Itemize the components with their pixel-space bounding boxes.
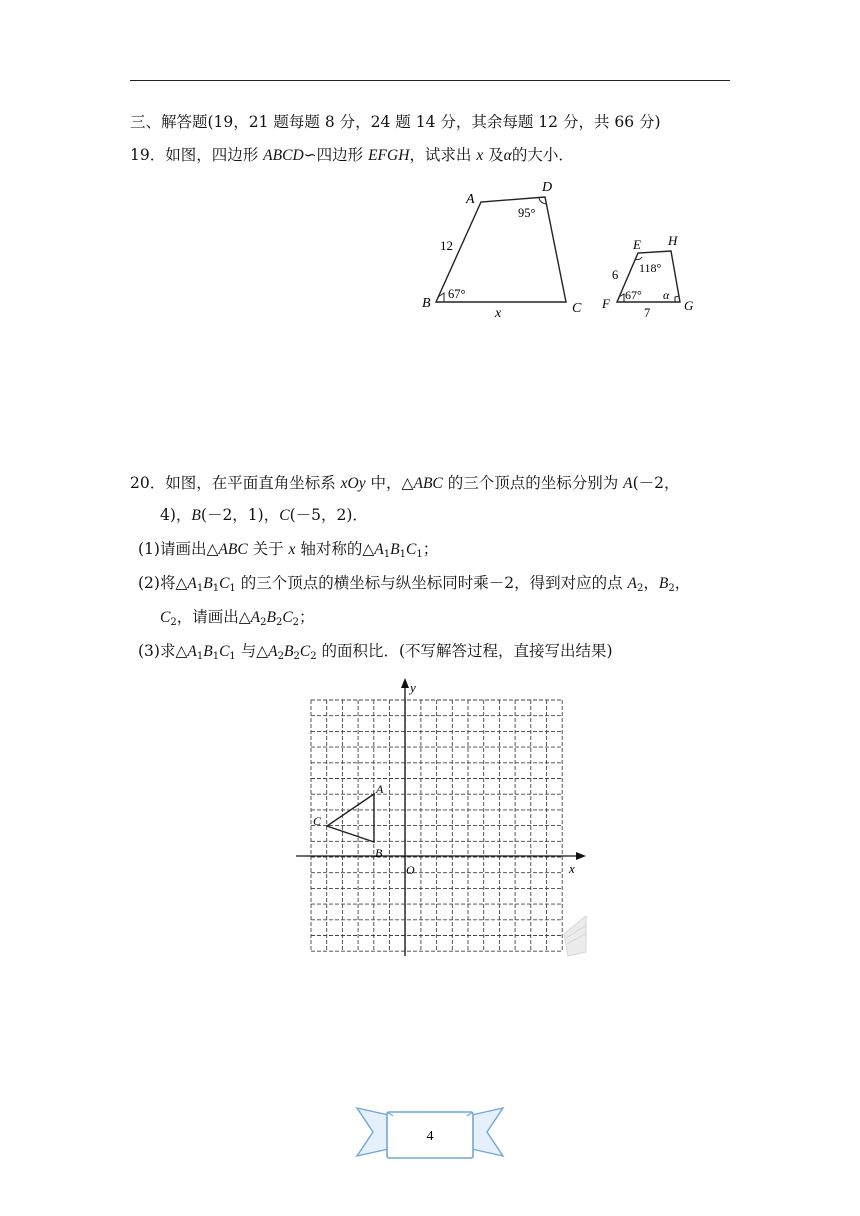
sub-1: 1	[212, 583, 220, 594]
x-axis-arrow	[576, 852, 586, 860]
q19-similar-symbol: ∽	[303, 146, 317, 164]
label-a: A	[466, 192, 475, 207]
sub-1: 1	[229, 583, 236, 594]
section-heading-text: 三、解答题(19，21 题每题 8 分，24 题 14 分，其余每题 12 分，共 66 分)	[130, 113, 661, 131]
q20-number: 20．	[130, 474, 166, 492]
letter-a: A	[627, 575, 637, 592]
q19-figure	[410, 175, 710, 320]
q20-triangle-abc: ABC	[218, 541, 248, 558]
q20-part-2	[138, 573, 690, 599]
q20-text: ；	[299, 608, 315, 626]
q20-text: 的三个顶点的坐标分别为	[442, 474, 624, 492]
q20-part-2-cont	[160, 607, 315, 633]
sub-1: 1	[196, 583, 204, 594]
letter-a: A	[250, 609, 261, 626]
sub-2: 2	[636, 583, 644, 594]
q19-text-2: 四边形	[316, 146, 369, 164]
q20-text: ，请画出△	[176, 608, 251, 626]
letter-a: A	[268, 643, 278, 660]
label-f: F	[602, 296, 610, 311]
sub-1: 1	[196, 651, 204, 662]
triangle-abc	[327, 794, 374, 842]
letter-c: C	[405, 541, 417, 558]
sub-1: 1	[212, 651, 220, 662]
q20-text: ；	[422, 540, 439, 558]
side-fg-label: 7	[644, 306, 651, 320]
q20-axis-x: x	[288, 541, 296, 558]
q19-quad-efgh: EFGH	[368, 147, 410, 164]
q19-var-x: x	[476, 147, 484, 164]
label-b: B	[422, 296, 431, 311]
letter-c: C	[299, 643, 311, 660]
letter-b: B	[390, 541, 400, 558]
grid-label-c: C	[313, 814, 322, 828]
label-c: C	[572, 301, 582, 316]
grid-label-b: B	[375, 846, 383, 860]
footer-ribbon	[355, 1104, 505, 1164]
letter-b: B	[284, 643, 294, 660]
q20-coordinate-grid	[290, 676, 600, 961]
angle-f-label: 67°	[625, 288, 642, 302]
label-g: G	[684, 298, 694, 313]
letter-c: C	[219, 643, 230, 660]
sub-2: 2	[292, 617, 300, 628]
side-ef-label: 6	[612, 268, 619, 282]
page-number: 4	[426, 1129, 434, 1144]
letter-c: C	[282, 609, 293, 626]
q20-text: 如图，在平面直角坐标系	[165, 474, 341, 492]
q20-system-xoy: xOy	[340, 475, 366, 492]
angle-e-label: 118°	[639, 261, 662, 275]
angle-d-label: 95°	[518, 206, 536, 220]
sub-1: 1	[399, 549, 406, 560]
label-h: H	[668, 233, 678, 248]
letter-a: A	[374, 541, 384, 558]
letter-c: C	[160, 609, 171, 626]
q20-text: (1)请画出△	[138, 540, 219, 558]
y-axis-arrow	[401, 678, 409, 688]
sub-2: 2	[275, 617, 283, 628]
q20-part-3	[138, 641, 613, 667]
q20-text: 关于	[247, 540, 289, 558]
grid-label-a: A	[376, 782, 384, 796]
letter-b: B	[266, 609, 276, 626]
q19-text-1: 如图，四边形	[165, 146, 264, 164]
q20-point-a: A	[623, 475, 633, 492]
q20-text: 的三个顶点的横坐标与纵坐标同时乘－2，得到对应的点	[235, 574, 628, 592]
letter-a: A	[187, 575, 197, 592]
letter-c: C	[219, 575, 230, 592]
letter-a: A	[187, 643, 197, 660]
q20-text: ，	[643, 574, 659, 592]
letter-b: B	[203, 575, 213, 592]
sub-2: 2	[277, 651, 284, 662]
q20-triangle-abc: ABC	[413, 475, 443, 492]
q19-number: 19．	[130, 146, 166, 164]
sub-2: 2	[310, 651, 317, 662]
q19-text-4: 及	[483, 146, 504, 164]
q20-text: 4)，	[160, 506, 192, 524]
page-curl-decoration	[564, 916, 586, 956]
q20-point-b: B	[191, 507, 201, 524]
q20-line-1	[130, 473, 680, 494]
section-heading	[130, 112, 661, 132]
y-axis-label: y	[410, 680, 416, 695]
q20-text: ，	[674, 574, 691, 592]
q20-point-c: C	[279, 507, 290, 524]
letter-b: B	[658, 575, 669, 592]
sub-2: 2	[668, 583, 675, 594]
origin-label: O	[406, 863, 415, 877]
sub-1: 1	[229, 651, 236, 662]
q20-text: (－2，1)，	[200, 506, 280, 524]
label-d: D	[542, 180, 553, 195]
q19-text-5: 的大小．	[511, 146, 574, 164]
q19-quad-abcd: ABCD	[263, 147, 304, 164]
x-axis-label: x	[569, 861, 575, 876]
side-ab-label: 12	[440, 238, 453, 253]
q20-line-2	[160, 505, 368, 526]
q20-text: (3)求△	[138, 642, 188, 660]
sub-1: 1	[383, 549, 391, 560]
q20-text: (－2，	[632, 474, 680, 492]
sub-2: 2	[260, 617, 267, 628]
q20-text: 的面积比．(不写解答过程，直接写出结果)	[316, 642, 613, 660]
q19-text-3: ，试求出	[409, 146, 477, 164]
q20-part-1	[138, 539, 438, 565]
q20-text: (2)将△	[138, 574, 188, 592]
grid-lines	[311, 700, 562, 951]
q20-text: 中，△	[365, 474, 414, 492]
angle-g-label: α	[663, 288, 670, 302]
q19-var-alpha: α	[503, 147, 512, 164]
side-bc-label: x	[495, 306, 502, 320]
q20-text: 与△	[235, 642, 269, 660]
q19-stem	[130, 145, 574, 166]
header-rule	[130, 80, 730, 81]
sub-2: 2	[293, 651, 300, 662]
sub-1: 1	[416, 549, 423, 560]
letter-b: B	[203, 643, 213, 660]
q20-text: (－5，2)．	[289, 506, 368, 524]
angle-b-label: 67°	[448, 287, 466, 301]
sub-2: 2	[170, 617, 177, 628]
q20-text: 轴对称的△	[295, 540, 375, 558]
label-e: E	[633, 237, 641, 252]
